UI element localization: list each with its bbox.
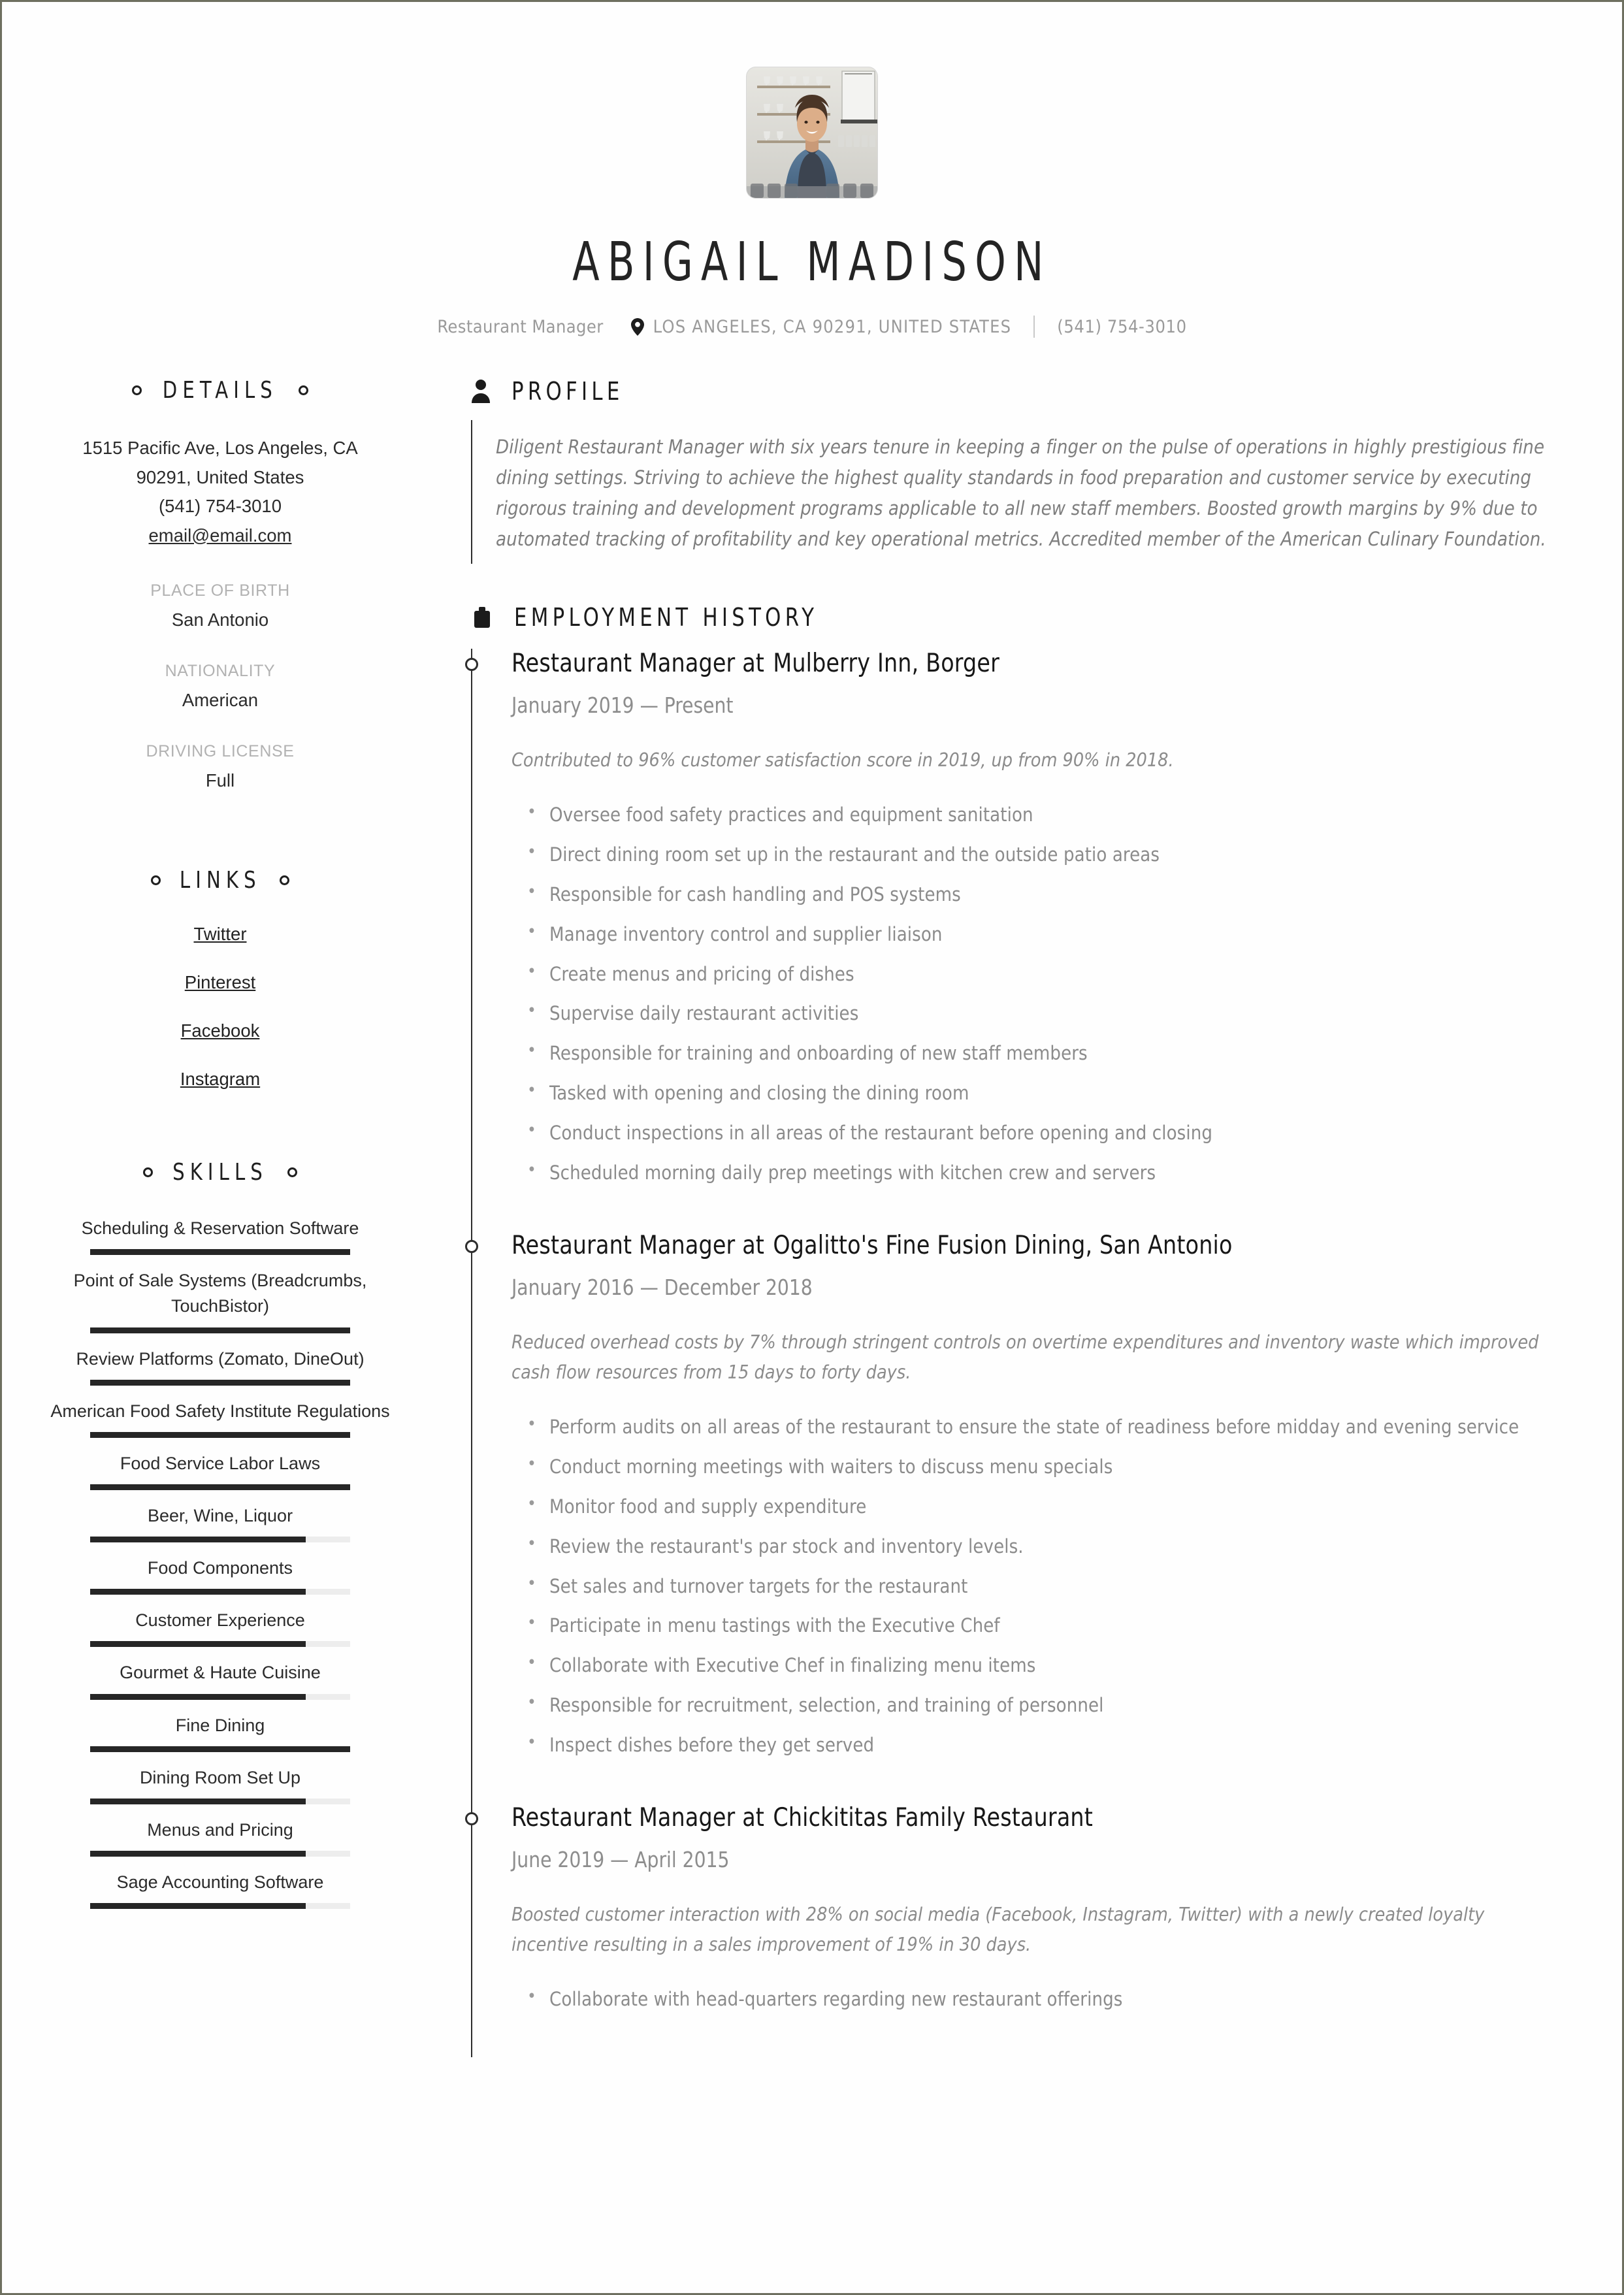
sidebar-phone: (541) 754-3010	[158, 496, 282, 517]
skill-item	[48, 1765, 393, 1804]
skill-item	[48, 1451, 393, 1490]
list-item: • Inspect dishes before they get served	[549, 1729, 1566, 1762]
timeline-dot-icon	[465, 658, 478, 671]
links-section	[48, 867, 393, 1090]
job-summary: Reduced overhead costs by 7% through stringent controls on overtime expenditures and inventory waste which improved cash flow resources from 15 days to forty days.	[512, 1331, 1539, 1383]
list-item: • Collaborate with Executive Chef in finalizing menu items	[549, 1650, 1566, 1682]
page-title: ABIGAIL MADISON	[572, 231, 1052, 293]
list-item: • Direct dining room set up in the restaurant and the outside patio areas	[549, 839, 1566, 871]
skill-level-bar	[90, 1432, 350, 1438]
job-responsibility-list	[512, 799, 1566, 1190]
skill-level-fill	[90, 1380, 350, 1386]
link-instagram[interactable]: Instagram	[180, 1069, 261, 1090]
skill-level-bar	[90, 1694, 350, 1700]
skill-level-fill	[90, 1249, 350, 1255]
detail-field-place-of-birth	[48, 581, 393, 630]
skill-item	[48, 1503, 393, 1542]
job-role: Restaurant Manager at	[512, 648, 765, 678]
employment-section-heading	[471, 603, 1566, 632]
skills-list	[48, 1216, 393, 1909]
resume-body	[2, 377, 1622, 2057]
list-item: • Conduct morning meetings with waiters to discuss menu specials	[549, 1451, 1566, 1484]
list-item: • Supervise daily restaurant activities	[549, 998, 1566, 1030]
job-employer: Ogalitto's Fine Fusion Dining, San Antonio	[773, 1230, 1233, 1260]
detail-field-nationality	[48, 662, 393, 711]
skill-name: Customer Experience	[135, 1610, 305, 1631]
resume-header	[2, 2, 1622, 338]
job-employer: Mulberry Inn, Borger	[773, 648, 999, 678]
details-section-heading	[48, 377, 393, 404]
link-twitter[interactable]: Twitter	[193, 924, 247, 945]
profile-section-heading	[471, 377, 1566, 406]
list-item: • Responsible for recruitment, selection, and training of personnel	[549, 1689, 1566, 1722]
profile-photo-image	[747, 67, 877, 198]
skill-level-bar	[90, 1380, 350, 1386]
links-list	[48, 924, 393, 1090]
job-dates: January 2019 — Present	[512, 692, 734, 718]
skill-level-fill	[90, 1799, 306, 1804]
ring-left-icon	[151, 875, 161, 885]
job-dates: January 2016 — December 2018	[512, 1274, 813, 1300]
job-title	[512, 1231, 1513, 1260]
timeline-dot-icon	[465, 1240, 478, 1253]
skill-level-fill	[90, 1746, 350, 1752]
driving-license-value: Full	[205, 770, 235, 791]
skill-level-fill	[90, 1432, 350, 1438]
skill-level-bar	[90, 1746, 350, 1752]
skill-level-bar	[90, 1903, 350, 1909]
skill-name: Point of Sale Systems (Breadcrumbs, TouchBistor)	[73, 1271, 367, 1316]
skill-level-bar	[90, 1851, 350, 1857]
details-contact-block	[48, 434, 393, 550]
skill-name: Scheduling & Reservation Software	[81, 1218, 359, 1239]
skill-item	[48, 1817, 393, 1857]
skill-level-bar	[90, 1799, 350, 1804]
briefcase-icon	[471, 606, 493, 628]
skill-name: Dining Room Set Up	[139, 1767, 301, 1787]
job-role: Restaurant Manager at	[512, 1230, 765, 1260]
details-heading-label: DETAILS	[162, 377, 278, 404]
job-title	[512, 1803, 1513, 1832]
job-responsibility-list	[512, 1411, 1566, 1762]
list-item: • Tasked with opening and closing the dining room	[549, 1077, 1566, 1110]
skill-name: Food Service Labor Laws	[120, 1453, 321, 1473]
skill-name: Food Components	[147, 1558, 293, 1578]
list-item: • Responsible for cash handling and POS systems	[549, 879, 1566, 911]
place-of-birth-label: PLACE OF BIRTH	[150, 581, 290, 600]
skills-section	[48, 1159, 393, 1909]
resume-canvas	[2, 2, 1622, 2293]
list-item: • Conduct inspections in all areas of the restaurant before opening and closing	[549, 1117, 1566, 1150]
link-row	[48, 924, 393, 945]
nationality-label: NATIONALITY	[165, 662, 276, 681]
ring-left-icon	[143, 1167, 153, 1177]
skill-name: Menus and Pricing	[147, 1819, 293, 1840]
employment-heading-label: EMPLOYMENT HISTORY	[514, 602, 819, 632]
skill-level-fill	[90, 1327, 350, 1333]
profile-text: Diligent Restaurant Manager with six years tenure in keeping a finger on the pulse of operations in highly prestigious fine dining settings. Striving to achieve the highest quality standards in food preparation and customer service by executing rigorous training and development programs applicable to all new staff members. Boosted growth margins by 9% due to automated tracking of profitability and key operational metrics. Accredited member of the American Culinary Foundation.	[496, 436, 1546, 550]
skills-heading-label: SKILLS	[172, 1159, 268, 1186]
skill-level-bar	[90, 1249, 350, 1255]
skill-item	[48, 1870, 393, 1909]
address-line-2: 90291, United States	[136, 466, 304, 487]
job-dates: June 2019 — April 2015	[512, 1846, 730, 1872]
list-item: • Manage inventory control and supplier liaison	[549, 919, 1566, 951]
job-title	[512, 649, 1513, 678]
skill-item	[48, 1268, 393, 1333]
header-location-text: LOS ANGELES, CA 90291, UNITED STATES	[653, 316, 1012, 337]
links-section-heading	[48, 867, 393, 894]
link-row	[48, 972, 393, 993]
skill-level-bar	[90, 1484, 350, 1490]
skill-item	[48, 1399, 393, 1438]
link-facebook[interactable]: Facebook	[180, 1020, 260, 1041]
job-role: Restaurant Manager at	[512, 1802, 765, 1832]
header-job-title: Restaurant Manager	[437, 316, 604, 337]
skill-name: Gourmet & Haute Cuisine	[120, 1663, 321, 1683]
person-icon	[471, 379, 491, 404]
avatar	[747, 67, 877, 198]
skill-name: Review Platforms (Zomato, DineOut)	[76, 1348, 365, 1369]
nationality-value: American	[182, 690, 259, 711]
link-pinterest[interactable]: Pinterest	[184, 972, 256, 993]
skill-level-bar	[90, 1327, 350, 1333]
ring-right-icon	[287, 1167, 297, 1177]
list-item: • Participate in menu tastings with the Executive Chef	[549, 1610, 1566, 1642]
skill-level-fill	[90, 1589, 306, 1595]
job-entry	[512, 649, 1566, 1231]
skill-name: Fine Dining	[175, 1715, 265, 1735]
skill-name: American Food Safety Institute Regulations	[50, 1401, 390, 1421]
job-entry	[512, 1803, 1566, 2057]
list-item: • Monitor food and supply expenditure	[549, 1491, 1566, 1523]
skill-level-fill	[90, 1484, 350, 1490]
address-line-1: 1515 Pacific Ave, Los Angeles, CA	[82, 438, 358, 458]
list-item: • Scheduled morning daily prep meetings with kitchen crew and servers	[549, 1157, 1566, 1190]
list-item: • Create menus and pricing of dishes	[549, 958, 1566, 991]
skill-item	[48, 1216, 393, 1255]
skill-item	[48, 1608, 393, 1647]
skill-item	[48, 1660, 393, 1699]
profile-text-block	[471, 420, 1566, 564]
email-link[interactable]: email@email.com	[148, 525, 292, 545]
list-item: • Perform audits on all areas of the restaurant to ensure the state of readiness before midday and evening service	[549, 1411, 1566, 1444]
job-employer: Chickititas Family Restaurant	[773, 1802, 1094, 1832]
links-heading-label: LINKS	[179, 867, 261, 894]
detail-field-driving-license	[48, 742, 393, 791]
list-item: • Responsible for training and onboarding of new staff members	[549, 1037, 1566, 1070]
skill-level-fill	[90, 1903, 306, 1909]
skill-level-bar	[90, 1537, 350, 1542]
header-divider	[1033, 316, 1035, 338]
job-entry	[512, 1231, 1566, 1803]
skill-level-bar	[90, 1589, 350, 1595]
ring-right-icon	[280, 875, 289, 885]
skill-level-fill	[90, 1537, 306, 1542]
skills-section-heading	[48, 1159, 393, 1186]
list-item: • Set sales and turnover targets for the restaurant	[549, 1571, 1566, 1603]
skill-level-fill	[90, 1694, 306, 1700]
skill-name: Beer, Wine, Liquor	[147, 1506, 293, 1526]
list-item: • Review the restaurant's par stock and inventory levels.	[549, 1531, 1566, 1563]
job-summary: Boosted customer interaction with 28% on social media (Facebook, Instagram, Twitter) with a newly created loyalty incentive resulting in a sales improvement of 19% in 30 days.	[512, 1903, 1485, 1956]
place-of-birth-value: San Antonio	[171, 610, 269, 630]
job-summary: Contributed to 96% customer satisfaction score in 2019, up from 90% in 2018.	[512, 749, 1174, 771]
timeline-dot-icon	[465, 1812, 478, 1825]
job-responsibility-list	[512, 1983, 1566, 2016]
main-column	[420, 377, 1566, 2057]
skill-level-fill	[90, 1641, 306, 1647]
driving-license-label: DRIVING LICENSE	[146, 742, 295, 761]
sidebar	[48, 377, 420, 1922]
list-item: • Collaborate with head-quarters regarding new restaurant offerings	[549, 1983, 1566, 2016]
ring-right-icon	[299, 385, 308, 395]
skill-level-bar	[90, 1641, 350, 1647]
header-location	[604, 317, 1012, 337]
profile-heading-label: PROFILE	[512, 377, 624, 406]
skill-item	[48, 1713, 393, 1752]
list-item: • Oversee food safety practices and equipment sanitation	[549, 799, 1566, 832]
skill-level-fill	[90, 1851, 306, 1857]
link-row	[48, 1020, 393, 1041]
skill-name: Sage Accounting Software	[116, 1872, 324, 1893]
skill-item	[48, 1346, 393, 1386]
location-pin-icon	[631, 318, 644, 336]
header-phone: (541) 754-3010	[1057, 316, 1187, 337]
employment-timeline	[471, 649, 1566, 2057]
header-contact-line	[2, 316, 1622, 338]
ring-left-icon	[132, 385, 142, 395]
link-row	[48, 1069, 393, 1090]
skill-item	[48, 1555, 393, 1595]
